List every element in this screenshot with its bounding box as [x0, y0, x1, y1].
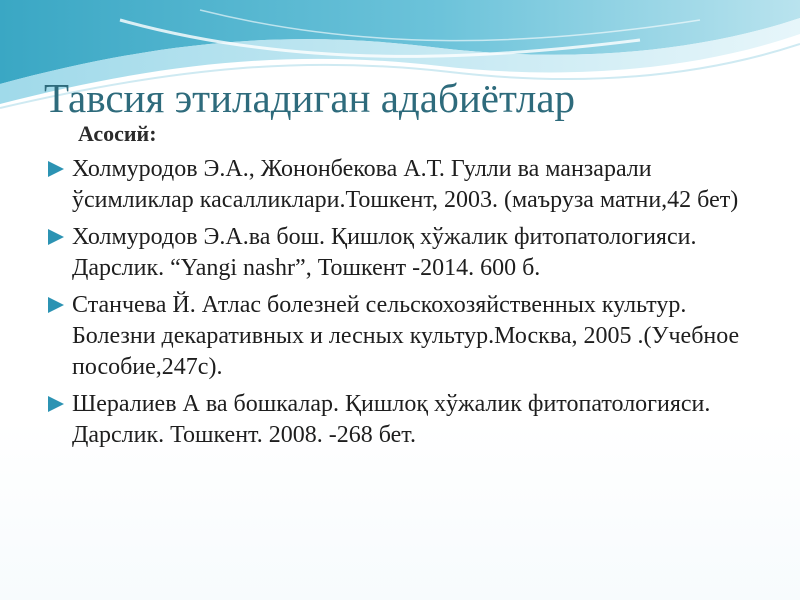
slide-title: Тавсия этиладиган адабиётлар [44, 75, 576, 121]
reference-item [48, 290, 748, 383]
reference-item [48, 154, 748, 216]
triangle-right-icon [48, 161, 64, 177]
triangle-right-icon [48, 396, 64, 412]
reference-text: Холмуродов Э.А.ва бош. Қишлоқ хўжалик фитопатологияси. Дарслик. “Yangi nashr”, Тошкент -2014. 600 б. [72, 224, 697, 281]
slide-subtitle: Асосий: [78, 121, 157, 146]
reference-item [48, 389, 748, 451]
reference-text: Станчева Й. Атлас болезней сельскохозяйственных культур. Болезни декаративных и лесных культур.Москва, 2005 .(Учебное пособие,247с). [72, 292, 740, 380]
reference-list [48, 154, 748, 451]
triangle-right-icon [48, 229, 64, 245]
triangle-right-icon [48, 297, 64, 313]
reference-text: Холмуродов Э.А., Жононбекова А.Т. Гулли ва манзарали ўсимликлар касалликлари.Тошкент, 2003. (маъруза матни,42 бет) [72, 156, 739, 213]
reference-item [48, 222, 748, 284]
reference-text: Шералиев А ва бошкалар. Қишлоқ хўжалик фитопатологияси. Дарслик. Тошкент. 2008. -268 бет. [72, 391, 711, 448]
